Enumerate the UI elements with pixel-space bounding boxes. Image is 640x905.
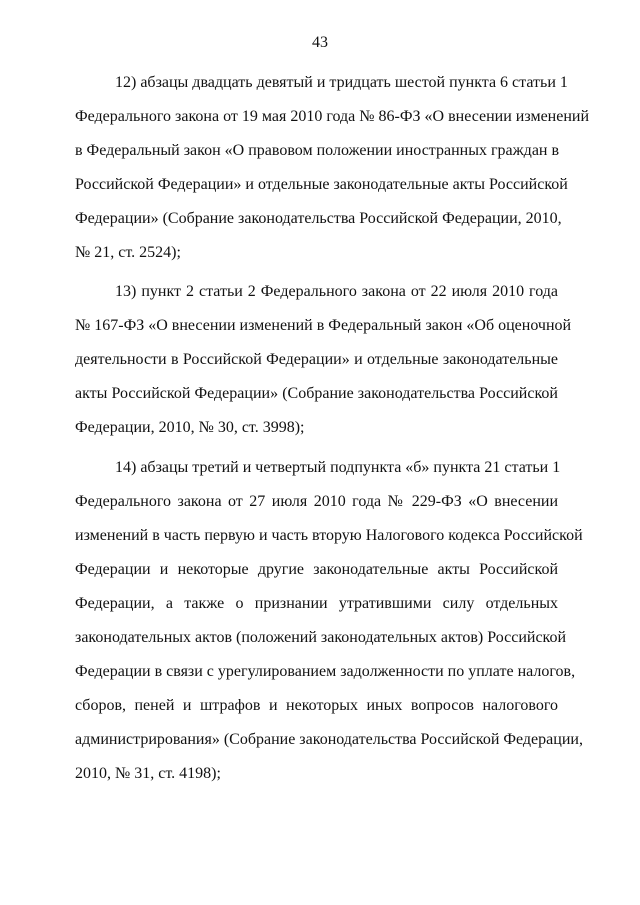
text-line: Федерального закона от 19 мая 2010 года № 86-ФЗ «О внесении изменений [75,108,590,125]
text-line: акты Российской Федерации» (Собрание законодательства Российской [75,385,558,402]
text-line: 2010, № 31, ст. 4198); [75,765,221,782]
text-line: Федерального закона от 27 июля 2010 года № 229-ФЗ «О внесении [75,493,558,510]
text-line: 14) абзацы третий и четвертый подпункта «б» пункта 21 статьи 1 [115,459,561,476]
text-line: деятельности в Российской Федерации» и отдельные законодательные [75,351,558,368]
text-line: Федерации в связи с урегулированием задолженности по уплате налогов, [75,663,576,680]
text-line: изменений в часть первую и часть вторую Налогового кодекса Российской [75,527,583,544]
text-line: Федерации и некоторые другие законодательные акты Российской [75,561,558,578]
text-line: 12) абзацы двадцать девятый и тридцать шестой пункта 6 статьи 1 [115,74,568,91]
text-line: сборов, пеней и штрафов и некоторых иных вопросов налогового [75,697,558,714]
text-line: № 21, ст. 2524); [75,244,181,261]
text-line: в Федеральный закон «О правовом положении иностранных граждан в [75,142,560,159]
text-line: законодательных актов (положений законодательных актов) Российской [75,629,567,646]
text-line: администрирования» (Собрание законодательства Российской Федерации, [75,731,583,748]
page-number: 43 [312,34,328,51]
text-line: Федерации» (Собрание законодательства Российской Федерации, 2010, [75,210,562,227]
text-line: № 167-ФЗ «О внесении изменений в Федеральный закон «Об оценочной [75,317,572,334]
text-line: Российской Федерации» и отдельные законодательные акты Российской [75,176,568,193]
text-line: Федерации, а также о признании утратившими силу отдельных [75,595,558,612]
text-line: Федерации, 2010, № 30, ст. 3998); [75,419,305,436]
text-line: 13) пункт 2 статьи 2 Федерального закона от 22 июля 2010 года [115,283,558,300]
